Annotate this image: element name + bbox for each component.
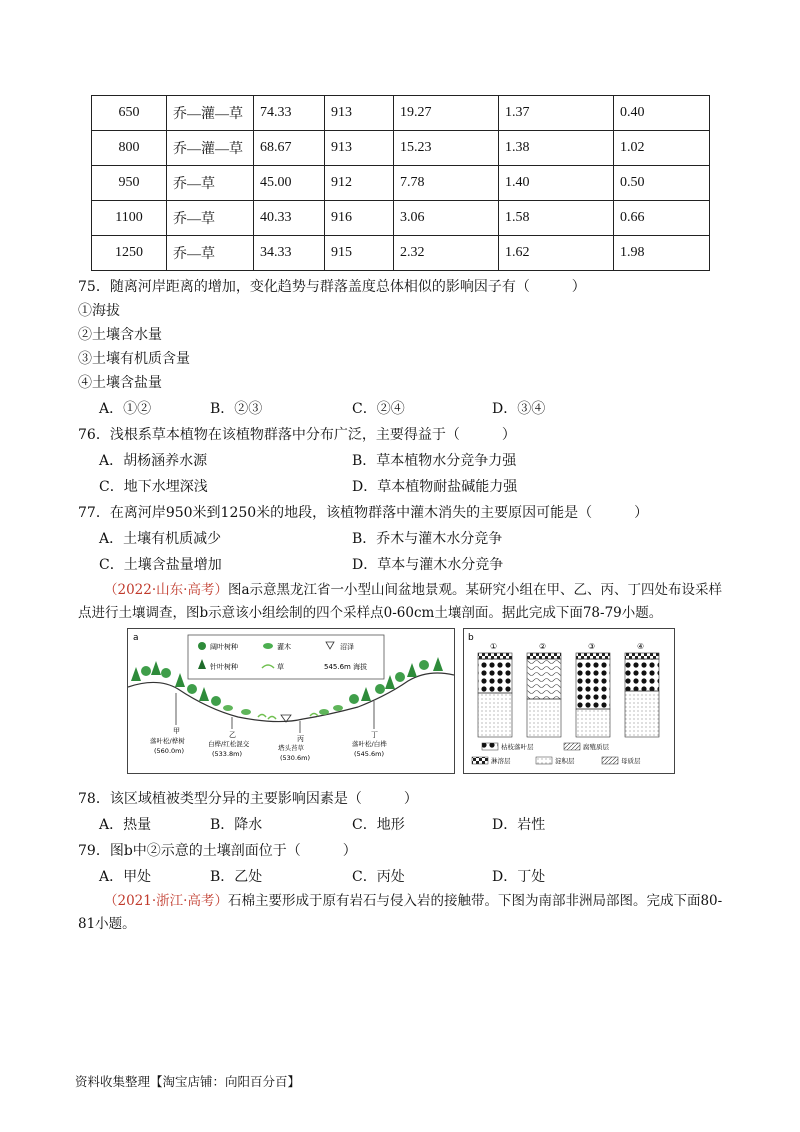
table-cell: 1.37 [499, 96, 614, 131]
table-cell: 800 [92, 131, 167, 166]
q75-option-d[interactable]: D．③④ [492, 401, 546, 417]
table-cell: 74.33 [254, 96, 325, 131]
q75-item-4: ④土壤含盐量 [78, 375, 162, 391]
soil-layer [527, 699, 561, 737]
legend-eluvial: 淋溶层 [491, 757, 511, 765]
table-row [92, 131, 710, 166]
legend-illuvial-swatch [536, 757, 552, 764]
table-cell: 915 [325, 236, 394, 271]
legend-litter-swatch [482, 743, 498, 750]
figure-a-legend-box [188, 635, 384, 679]
conifer-tree-icon [361, 687, 371, 701]
shrub-icon [319, 709, 329, 715]
q78-option-b[interactable]: B．降水 [210, 817, 263, 833]
table-cell: 912 [325, 166, 394, 201]
table-cell: 40.33 [254, 201, 325, 236]
site-yi-name: 乙 [229, 731, 236, 739]
q78-option-c[interactable]: C．地形 [352, 817, 405, 833]
broadleaf-tree-icon [375, 684, 385, 694]
legend-elevation: 545.6m 海拔 [324, 663, 368, 671]
table-cell: 3.06 [394, 201, 499, 236]
site-bing-name: 丙 [297, 735, 304, 743]
soil-layer [625, 691, 659, 737]
broadleaf-tree-icon [419, 660, 429, 670]
table-cell: 1.58 [499, 201, 614, 236]
conifer-tree-icon [199, 687, 209, 701]
soil-layer [576, 653, 610, 659]
table-cell: 7.78 [394, 166, 499, 201]
q75-option-c[interactable]: C．②④ [352, 401, 405, 417]
table-cell: 1.98 [614, 236, 710, 271]
broadleaf-tree-icon [141, 666, 151, 676]
table-row [92, 236, 710, 271]
table-cell: 乔—草 [167, 166, 254, 201]
legend-conifer: 针叶树种 [210, 663, 238, 671]
soil-layer [527, 653, 561, 659]
soil-layer [625, 653, 659, 659]
figure-a [127, 628, 455, 774]
site-bing-elev: (530.6m) [280, 754, 311, 762]
table-cell: 34.33 [254, 236, 325, 271]
intro-80-81-text: 石棉主要形成于原有岩石与侵入岩的接触带。下图为南部非洲局部图。完成下面80-81小题。 [78, 893, 723, 932]
site-jia-name: 甲 [173, 727, 180, 735]
soil-layer [576, 659, 610, 709]
table-cell: 1250 [92, 236, 167, 271]
table-cell: 乔—草 [167, 201, 254, 236]
table-cell: 1.40 [499, 166, 614, 201]
q76-option-c[interactable]: C．地下水埋深浅 [99, 479, 208, 495]
q76-option-d[interactable]: D．草本植物耐盐碱能力强 [352, 479, 518, 495]
figure-b-label: b [468, 633, 474, 643]
data-table [91, 95, 710, 271]
table-cell: 2.32 [394, 236, 499, 271]
table-cell: 0.50 [614, 166, 710, 201]
table-cell: 1.62 [499, 236, 614, 271]
soil-layer [478, 693, 512, 737]
q77-option-a[interactable]: A．土壤有机质减少 [99, 531, 222, 547]
intro-80-81 [78, 890, 723, 936]
source-tag-2021: （2021·浙江·高考） [104, 893, 228, 909]
broadleaf-tree-icon [349, 694, 359, 704]
legend-illuvial: 淀积层 [555, 757, 575, 765]
table-cell: 913 [325, 131, 394, 166]
q75-item-3: ③土壤有机质含量 [78, 351, 190, 367]
soil-profiles-group [478, 642, 659, 737]
table-cell: 45.00 [254, 166, 325, 201]
question-78-stem: 78．该区域植被类型分异的主要影响因素是（ ） [78, 791, 418, 807]
q75-option-a[interactable]: A．①② [99, 401, 152, 417]
broadleaf-tree-icon [161, 668, 171, 678]
q75-item-1: ①海拔 [78, 303, 120, 319]
table-cell: 1.38 [499, 131, 614, 166]
legend-shrub: 灌木 [277, 643, 291, 651]
table-cell: 950 [92, 166, 167, 201]
soil-layer [478, 659, 512, 693]
table-row [92, 96, 710, 131]
footer-note: 资料收集整理【淘宝店铺：向阳百分百】 [75, 1074, 301, 1089]
conifer-tree-icon [175, 673, 185, 687]
profile-number: ③ [588, 642, 596, 651]
table-cell: 1100 [92, 201, 167, 236]
soil-layer [576, 709, 610, 737]
q79-option-a[interactable]: A．甲处 [99, 869, 152, 885]
q79-option-d[interactable]: D．丁处 [492, 869, 546, 885]
table-row [92, 201, 710, 236]
q75-item-2: ②土壤含水量 [78, 327, 162, 343]
grass-icon [258, 715, 266, 718]
table-cell: 15.23 [394, 131, 499, 166]
legend-parent-swatch [602, 757, 618, 764]
q79-option-b[interactable]: B．乙处 [210, 869, 263, 885]
source-tag-2022: （2022·山东·高考） [104, 582, 228, 598]
soil-layer [527, 659, 561, 699]
broadleaf-tree-icon [211, 696, 221, 706]
table-cell: 1.02 [614, 131, 710, 166]
site-bing-desc: 塔头苔草 [278, 744, 304, 752]
site-yi-elev: (533.8m) [212, 750, 243, 758]
conifer-tree-icon [151, 661, 161, 675]
broadleaf-tree-icon [198, 642, 206, 650]
q76-option-b[interactable]: B．草本植物水分竞争力强 [352, 453, 517, 469]
figure-b [463, 628, 675, 774]
question-75-stem: 75．随离河岸距离的增加，变化趋势与群落盖度总体相似的影响因子有（ ） [78, 279, 586, 295]
site-jia-elev: (560.0m) [154, 747, 185, 755]
site-yi-desc: 白桦/红松混交 [208, 740, 250, 748]
q77-option-b[interactable]: B．乔木与灌木水分竞争 [352, 531, 503, 547]
broadleaf-tree-icon [187, 684, 197, 694]
table-cell: 乔—灌—草 [167, 131, 254, 166]
site-ding-desc: 落叶松/白桦 [352, 740, 387, 748]
broadleaf-tree-icon [395, 672, 405, 682]
table-cell: 19.27 [394, 96, 499, 131]
site-ding-name: 丁 [371, 731, 378, 739]
grass-icon [268, 717, 276, 720]
legend-humus: 腐殖质层 [583, 743, 609, 751]
q79-option-c[interactable]: C．丙处 [352, 869, 405, 885]
conifer-tree-icon [385, 675, 395, 689]
conifer-tree-icon [407, 663, 417, 677]
profile-number: ② [539, 642, 547, 651]
table-cell: 913 [325, 96, 394, 131]
site-ding-elev: (545.6m) [354, 750, 385, 758]
intro-78-79 [78, 579, 723, 625]
shrub-icon [223, 705, 233, 711]
table-cell: 916 [325, 201, 394, 236]
figure-a-label: a [133, 633, 139, 643]
legend-grass: 草 [277, 663, 284, 671]
legend-humus-swatch [564, 743, 580, 750]
question-76-stem: 76．浅根系草本植物在该植物群落中分布广泛，主要得益于（ ） [78, 427, 516, 443]
conifer-tree-icon [433, 657, 443, 671]
table-row [92, 166, 710, 201]
q75-option-b[interactable]: B．②③ [210, 401, 263, 417]
q77-option-c[interactable]: C．土壤含盐量增加 [99, 557, 222, 573]
q78-option-d[interactable]: D．岩性 [492, 817, 546, 833]
legend-parent: 母质层 [621, 757, 641, 765]
conifer-tree-icon [131, 667, 141, 681]
profile-number: ④ [637, 642, 645, 651]
q76-option-a[interactable]: A．胡杨涵养水源 [99, 453, 208, 469]
legend-swamp: 沼泽 [340, 643, 354, 651]
legend-litter: 枯枝落叶层 [501, 743, 534, 751]
legend-eluvial-swatch [472, 757, 488, 764]
terrain-profile [128, 673, 454, 722]
question-77-stem: 77．在离河岸950米到1250米的地段，该植物群落中灌木消失的主要原因可能是（ ） [78, 505, 649, 521]
table-cell: 0.40 [614, 96, 710, 131]
intro-78-79-text: 图a示意黑龙江省一小型山间盆地景观。某研究小组在甲、乙、丙、丁四处布设采样点进行土壤调查，图b示意该小组绘制的四个采样点0-60cm土壤剖面。据此完成下面78-79小题。 [78, 582, 723, 621]
shrub-icon [333, 705, 343, 711]
table-cell: 乔—草 [167, 236, 254, 271]
soil-layer [478, 653, 512, 659]
table-cell: 650 [92, 96, 167, 131]
shrub-icon [263, 643, 273, 649]
table-cell: 68.67 [254, 131, 325, 166]
q78-option-a[interactable]: A．热量 [99, 817, 152, 833]
question-79-stem: 79．图b中②示意的土壤剖面位于（ ） [78, 843, 357, 859]
table-cell: 乔—灌—草 [167, 96, 254, 131]
soil-layer [625, 659, 659, 691]
legend-broadleaf: 阔叶树种 [210, 643, 238, 651]
grass-icon [310, 714, 318, 717]
table-cell: 0.66 [614, 201, 710, 236]
shrub-icon [241, 709, 251, 715]
profile-number: ① [490, 642, 498, 651]
q77-option-d[interactable]: D．草本与灌木水分竞争 [352, 557, 504, 573]
site-jia-desc: 落叶松/桦树 [150, 737, 185, 745]
